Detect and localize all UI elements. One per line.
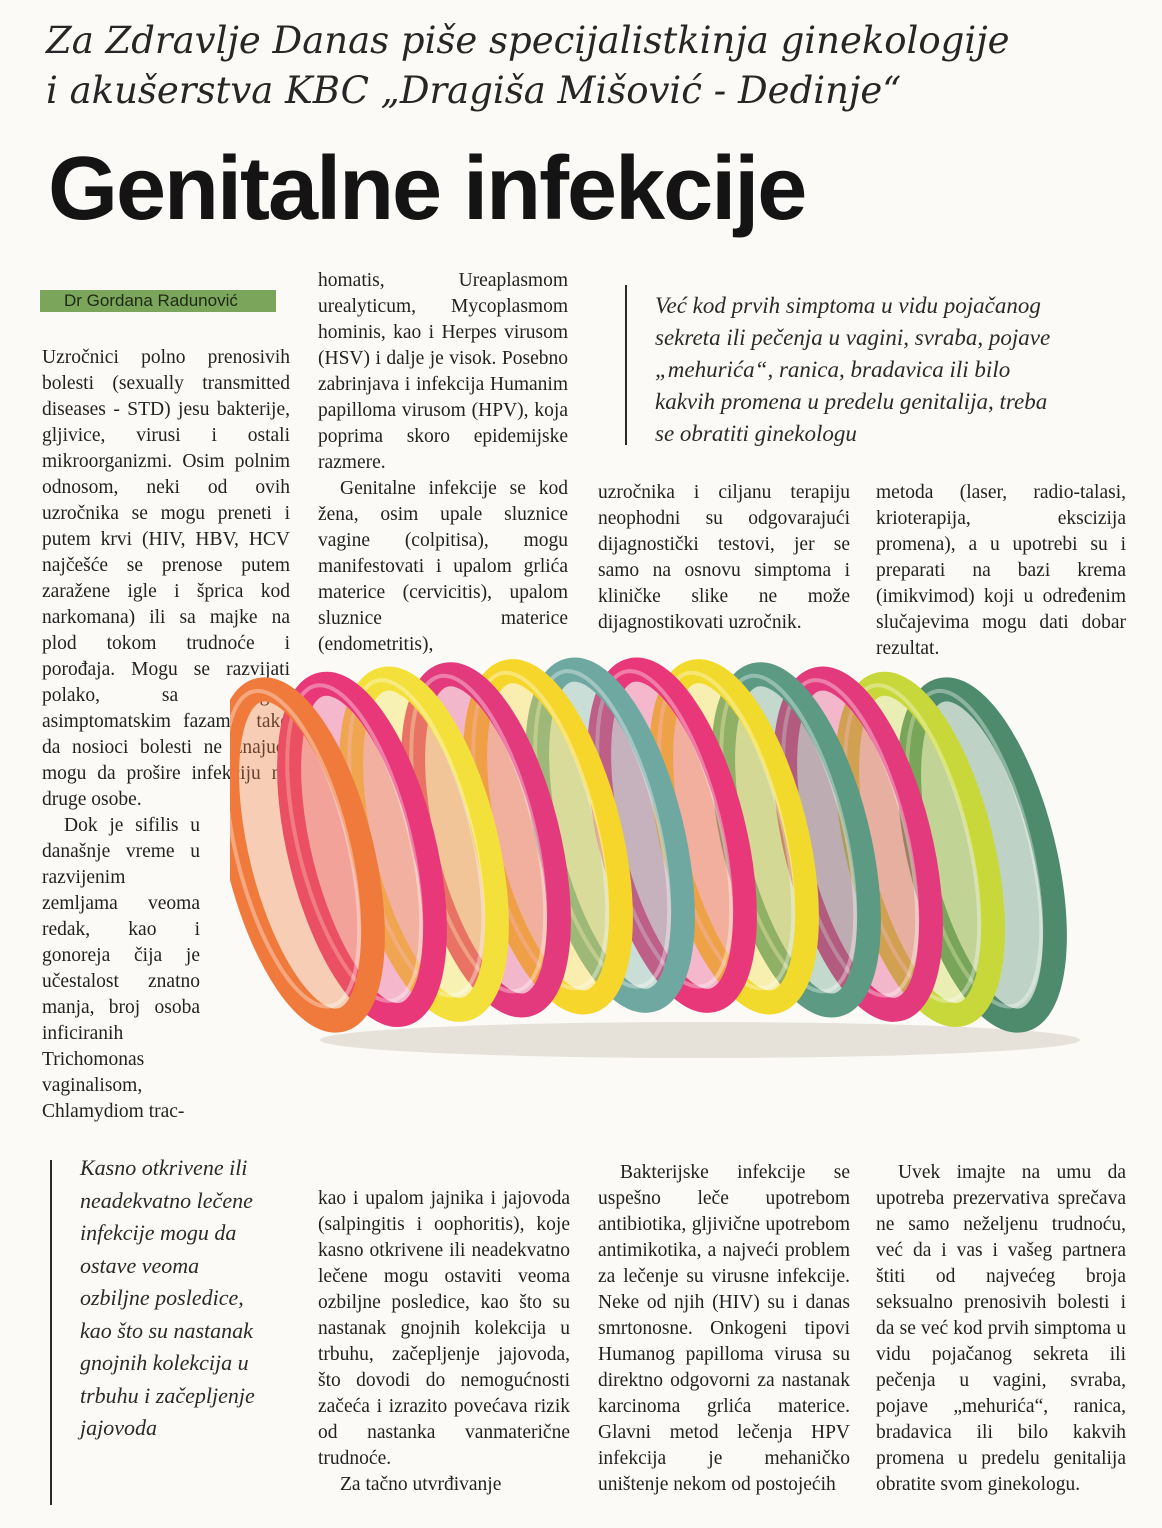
pullquote-top: Već kod prvih simptoma u vidu pojačanog sekreta ili pečenja u vagini, svraba, pojave „mehurića“, ranica, bradavica ili bilo kakvih promena u predelu genitalija, treba se obratiti ginekologu xyxy=(655,293,1051,446)
column-4-top: metoda (laser, radio-talasi, krioterapija, ekscizija promena), a u upotrebi su i preparati na bazi krema (imikvimod) koji u određenim slučajevima mogu dati dobar rezultat. xyxy=(876,482,1126,659)
headline: Genitalne infekcije xyxy=(48,139,806,239)
column-2-paragraph-2: Genitalne infekcije se kod žena, osim upale sluznice vagine (colpitisa), mogu manifestovati i upalom grlića materice (cervicitis), upalom sluznice materice (endometritis), xyxy=(318,478,568,655)
column-4-bottom: Uvek imajte na umu da upotreba prezervativa sprečava ne samo neželjenu trudnoću, već da i vas i vašeg partnera štiti od najvećeg broja seksualno prenosivih bolesti i da se već kod prvih simptoma u vidu pojačanog sekreta ili pečenja u vagini, svraba, pojave „mehurića“, ranica, bradavica ili bilo kakvih promena u predelu genitalija obratite svom ginekologu. xyxy=(876,1162,1126,1495)
pullquote-bottom-rule xyxy=(50,1160,52,1505)
kicker-line-2: i akušerstva KBC „Dragiša Mišović - Dedinje“ xyxy=(46,69,902,112)
condoms-illustration xyxy=(230,640,1090,1070)
kicker-line-1: Za Zdravlje Danas piše specijalistkinja ginekologije xyxy=(46,19,1010,62)
kicker xyxy=(46,16,1126,116)
column-3-bottom: Bakterijske infekcije se uspešno leče upotrebom antibiotika, gljivične upotrebom antimikotika, a najveći problem za lečenje su virusne infekcije. Neke od njih (HIV) su i danas smrtonosne. Onkogeni tipovi Humanog papilloma virusa su direktno odgovorni za nastanak karcinoma grlića materice. Glavni metod lečenja HPV infekcija je mehaničko uništenje nekom od postojećih xyxy=(598,1162,850,1495)
column-2 xyxy=(318,268,568,658)
column-1-paragraph-2: Dok je sifilis u današnje vreme u razvijenim zemljama veoma redak, kao i gonoreja čija je učestalost znatno manja, broj osoba inficiranih Trichomonas vaginalisom, Chlamydiom trac- xyxy=(42,815,200,1122)
photo-shadow xyxy=(320,1022,1080,1058)
column-3-top: uzročnika i ciljanu terapiju neophodni su odgovarajući dijagnostički testovi, jer se samo na osnovu simptoma i kliničke slike ne može dijagnostikovati uzročnik. xyxy=(598,482,850,633)
column-2-paragraph-1: homatis, Ureaplasmom urealyticum, Mycoplasmom hominis, kao i Herpes virusom (HSV) i dalje je visok. Posebno zabrinjava i infekcija Humanim papilloma virusom (HPV), koja poprima skoro epidemijske razmere. xyxy=(318,270,568,473)
pullquote-bottom: Kasno otkrivene ili neadekvatno lečene infekcije mogu da ostave veoma ozbiljne posledice, kao što su nastanak gnojnih kolekcija u trbuhu i začepljenje jajovoda xyxy=(80,1155,255,1440)
condoms-photo xyxy=(230,640,1090,1070)
pullquote-top-rule xyxy=(625,285,627,445)
author-byline: Dr Gordana Radunović xyxy=(40,290,276,312)
column-2-bottom xyxy=(318,1186,570,1498)
column-1-paragraph-1: Uzročnici polno prenosivih bolesti (sexually transmitted diseases - STD) jesu bakterije, gljivice, virusi i ostali mikroorganizmi. Osim polnim odnosom, neki od ovih uzročnika se mogu preneti i putem krvi (HIV, HBV, HCV najčešće se prenose putem zaražene igle i šprica kod narkomana) ili sa majke na plod tokom trudnoće i porođaja. Mogu se razvijati polako, sa dugim asimptomatskim fazama, tako da nosioci bolesti ne znajući mogu da prošire infekciju na druge osobe. xyxy=(42,347,290,810)
column-2-bottom-paragraph-2: Za tačno utvrđivanje xyxy=(340,1474,502,1495)
column-2-bottom-paragraph-1: kao i upalom jajnika i jajovoda (salpingitis i oophoritis), koje kasno otkrivene ili neadekvatno lečene mogu ostaviti veoma ozbiljne posledice, kao što su nastanak gnojnih kolekcija u trbuhu, začepljenje jajovoda, što dovodi do nemogućnosti začeća i izrazito povećava rizik od nastanka vanmaterične trudnoće. xyxy=(318,1188,570,1469)
